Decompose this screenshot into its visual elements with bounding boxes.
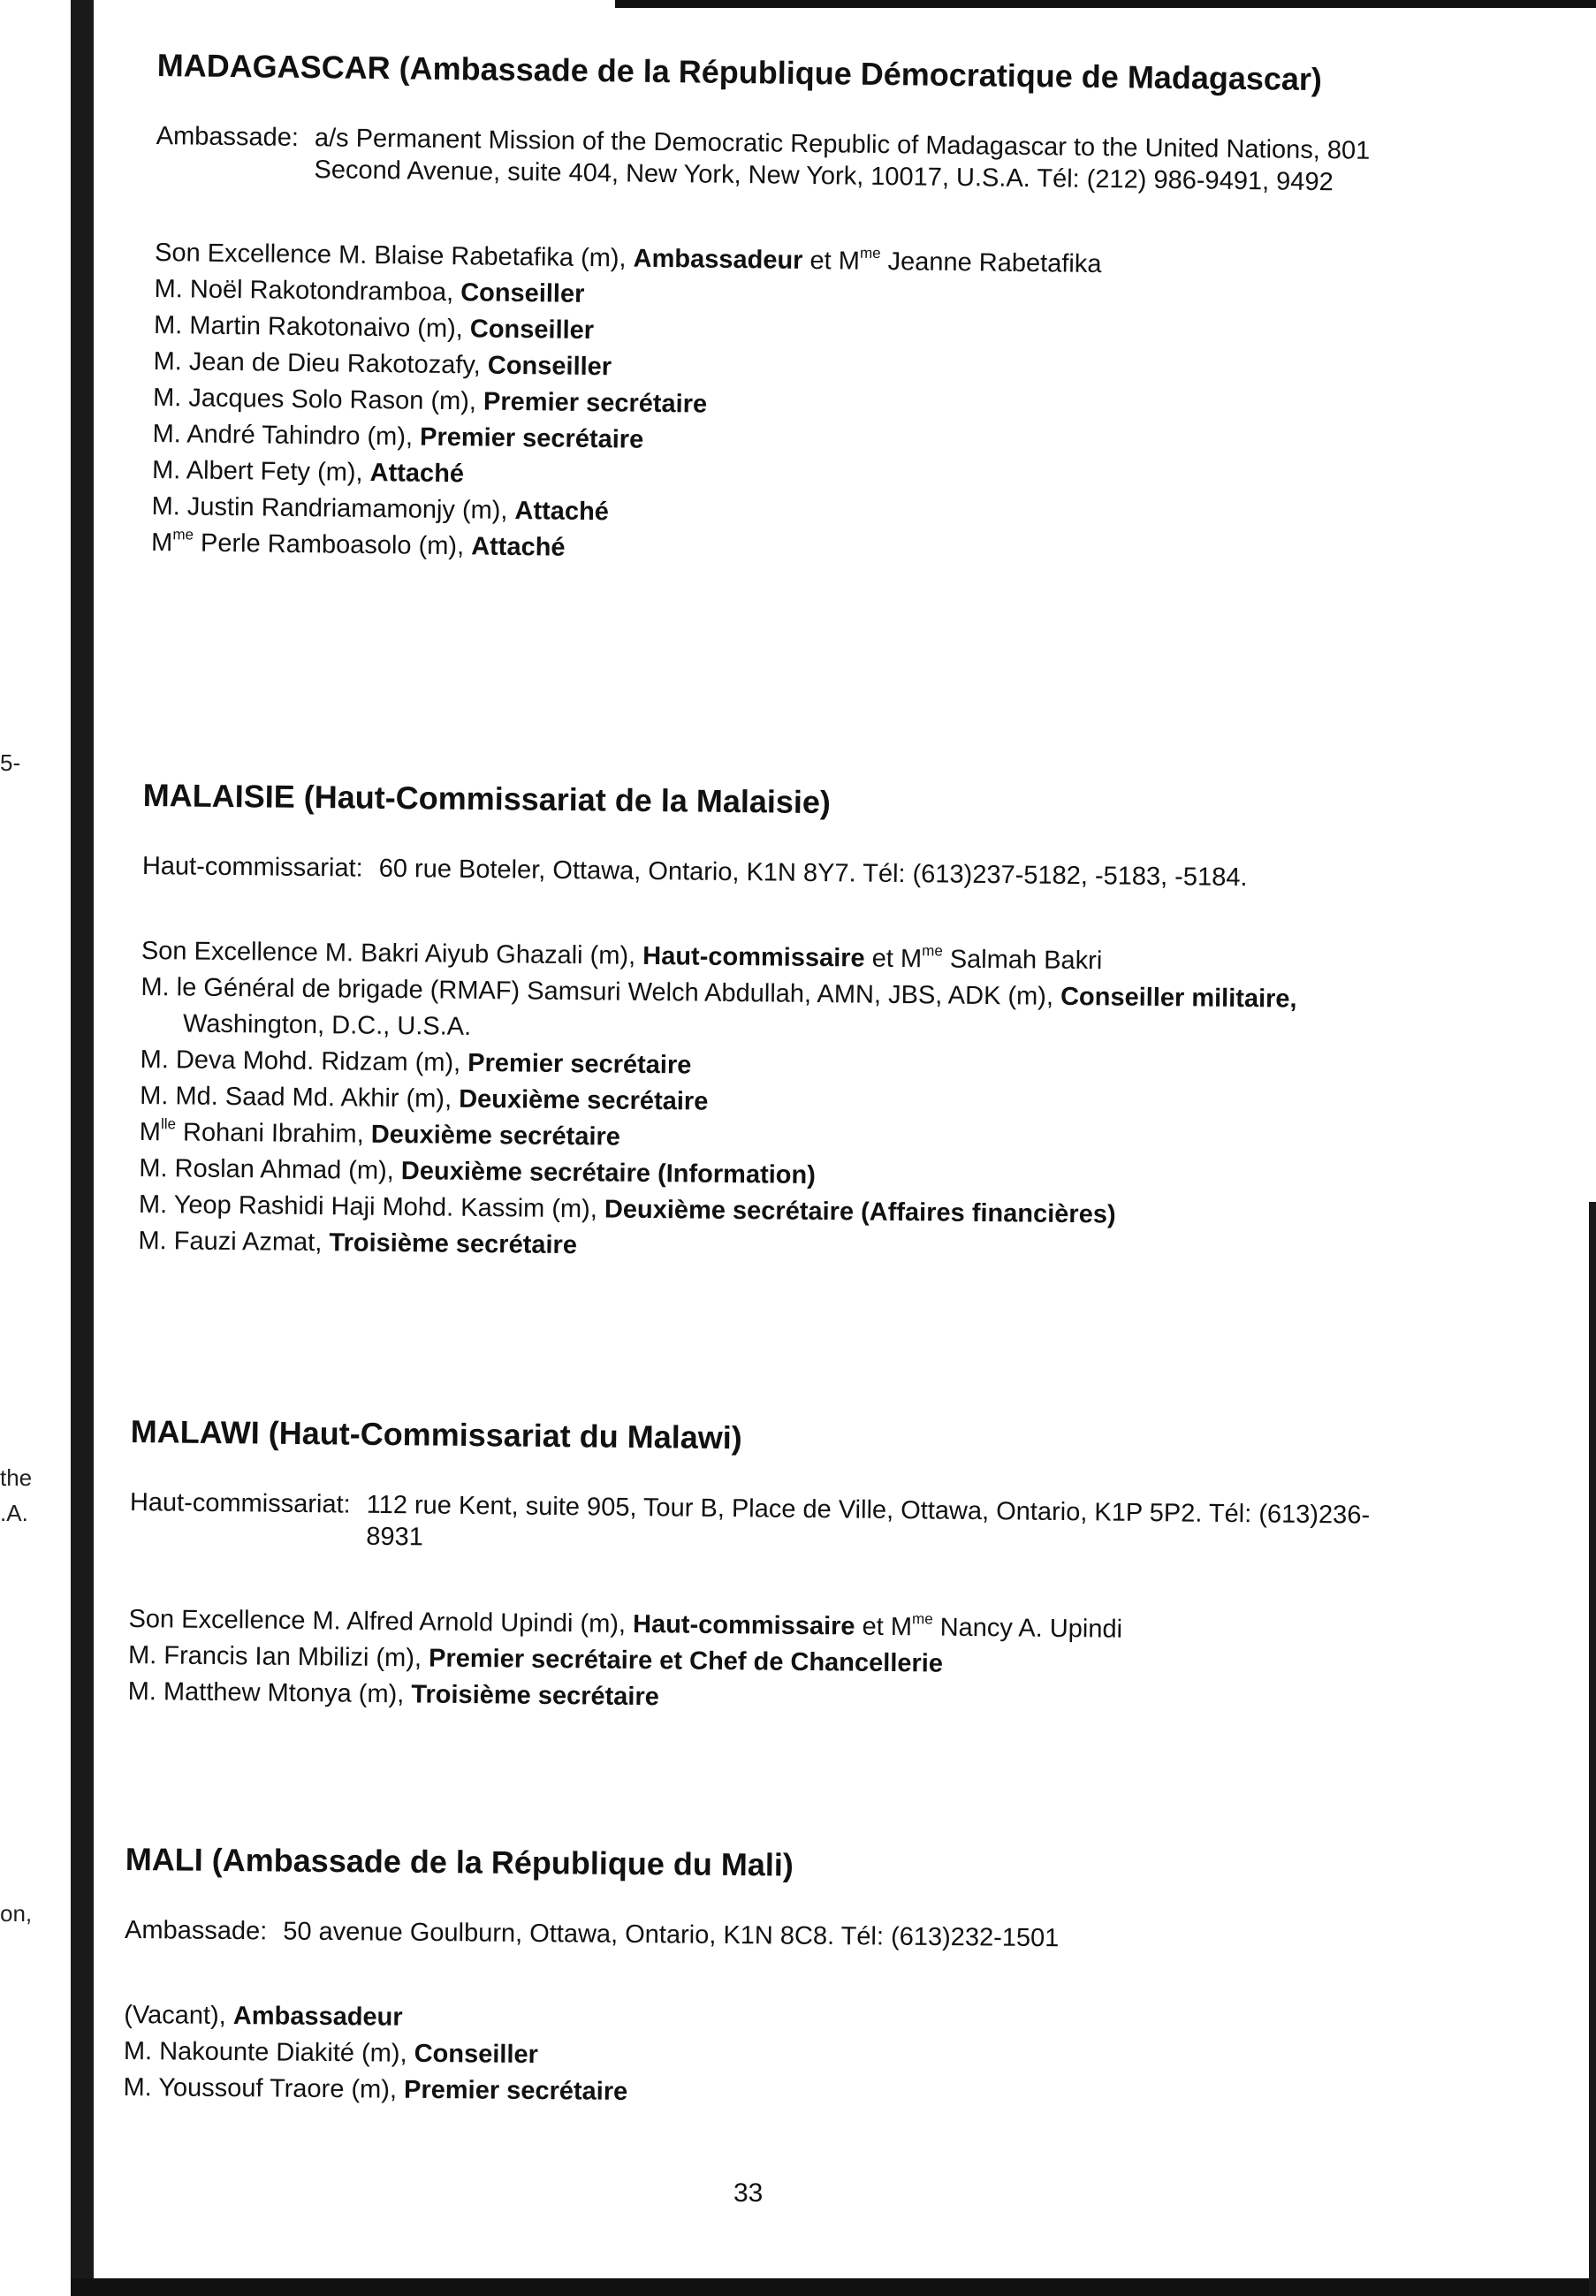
staff-title: Deuxième secrétaire <box>459 1084 709 1116</box>
staff-title: Troisième secrétaire <box>411 1680 660 1712</box>
staff-name: Rohani Ibrahim, <box>175 1118 364 1149</box>
address-text: 50 avenue Goulburn, Ottawa, Ontario, K1N 8C8. Tél: (613)232-1501 <box>283 1917 1060 1953</box>
section-heading: MALAISIE (Haut-Commissariat de la Malaisie) <box>142 776 832 821</box>
section-malawi <box>127 1412 1385 1723</box>
staff-prefix-superscript: me <box>172 526 194 544</box>
staff-prefix-superscript: lle <box>160 1115 177 1133</box>
spouse-prefix: et M <box>855 1612 913 1642</box>
spouse-name: Jeanne Rabetafika <box>880 247 1102 279</box>
staff-name: M. Deva Mohd. Ridzam (m), <box>140 1045 461 1077</box>
staff-title: Haut-commissaire <box>632 1609 855 1641</box>
staff-title: Conseiller <box>469 315 595 346</box>
staff-name: M. Noël Rakotondramboa, <box>154 274 454 308</box>
staff-title: Troisième secrétaire <box>329 1228 578 1260</box>
staff-title: Ambassadeur <box>232 2002 403 2032</box>
staff-name: M. Justin Randriamamonjy (m), <box>151 491 508 525</box>
staff-title: Premier secrétaire <box>483 387 708 419</box>
staff-title: Deuxième secrétaire (Information) <box>400 1157 817 1190</box>
section-mali <box>123 1840 1380 2117</box>
staff-title: Attaché <box>514 496 610 527</box>
address-text: 60 rue Boteler, Ottawa, Ontario, K1N 8Y7. Tél: (613)237-5182, -5183, -5184. <box>378 854 1248 893</box>
staff-title: Ambassadeur <box>633 244 803 275</box>
staff-title: Conseiller <box>460 278 585 308</box>
staff-list <box>138 933 1396 1273</box>
staff-title: Conseiller militaire, <box>1060 982 1297 1014</box>
address-block <box>156 120 1411 199</box>
staff-name: M. Matthew Mtonya (m), <box>127 1676 405 1709</box>
staff-title: Haut-commissaire <box>642 941 865 973</box>
section-heading: MADAGASCAR (Ambassade de la République Démocratique de Madagascar) <box>156 46 1323 98</box>
staff-name: Perle Ramboasolo (m), <box>193 528 465 561</box>
staff-title: Premier secrétaire <box>403 2075 628 2106</box>
spouse-prefix: et M <box>802 246 861 276</box>
staff-title: Deuxième secrétaire <box>370 1120 621 1152</box>
section-madagascar <box>151 46 1412 576</box>
staff-name: M. Jean de Dieu Rakotozafy, <box>153 346 482 380</box>
address-block <box>142 850 1397 895</box>
spouse-prefix-superscript: me <box>922 942 943 960</box>
staff-name: M. Youssouf Traore (m), <box>123 2072 398 2104</box>
staff-name: M. Fauzi Azmat, <box>138 1226 323 1258</box>
staff-name: M. Nakounte Diakité (m), <box>123 2036 407 2068</box>
page-number: 33 <box>733 2178 764 2208</box>
staff-title: Conseiller <box>414 2039 539 2070</box>
spouse-name: Salmah Bakri <box>942 945 1103 976</box>
staff-name: M. Martin Rakotonaivo (m), <box>153 310 464 344</box>
staff-name: M. Francis Ian Mbilizi (m), <box>127 1640 422 1673</box>
staff-name: Son Excellence M. Alfred Arnold Upindi (m), <box>128 1604 627 1638</box>
spouse-name: Nancy A. Upindi <box>932 1613 1123 1644</box>
address-block <box>125 1914 1379 1957</box>
staff-name: M. Roslan Ahmad (m), <box>139 1153 394 1185</box>
address-text: a/s Permanent Mission of the Democratic Republic of Madagascar to the United Nations, 801 Second Avenue, suite 404, New York, New York, 10017, U.S.A. Tél: (212) 986-9491, 9492 <box>314 124 1371 197</box>
section-heading: MALAWI (Haut-Commissariat du Malawi) <box>130 1413 743 1456</box>
address-block <box>129 1486 1385 1563</box>
address-label: Haut-commissariat: <box>141 851 363 883</box>
margin-fragment: 5- <box>0 749 21 776</box>
staff-title: Conseiller <box>487 351 612 382</box>
spouse-prefix: et M <box>864 944 923 974</box>
staff-name: Son Excellence M. Blaise Rabetafika (m), <box>154 238 627 273</box>
section-malaisie <box>138 776 1398 1273</box>
staff-title: Premier secrétaire <box>419 422 644 454</box>
staff-location: Washington, D.C., U.S.A. <box>182 1009 472 1041</box>
address-label: Ambassade: <box>156 121 300 152</box>
staff-name: M. André Tahindro (m), <box>152 419 414 452</box>
margin-fragment: the <box>0 1464 33 1491</box>
staff-name: Son Excellence M. Bakri Aiyub Ghazali (m), <box>141 936 636 970</box>
staff-list <box>123 1997 1379 2117</box>
address-text: 112 rue Kent, suite 905, Tour B, Place de Ville, Ottawa, Ontario, K1P 5P2. Tél: (613)236-8931 <box>366 1490 1371 1552</box>
staff-entry <box>141 969 1396 1055</box>
section-heading: MALI (Ambassade de la République du Mali) <box>125 1841 794 1883</box>
staff-prefix: M <box>139 1117 162 1147</box>
staff-title: Premier secrétaire <box>467 1048 692 1080</box>
staff-name: M. Yeop Rashidi Haji Mohd. Kassim (m), <box>138 1190 598 1224</box>
staff-title: Attaché <box>369 458 465 489</box>
staff-title: Premier secrétaire et Chef de Chancellerie <box>428 1644 944 1678</box>
staff-prefix: M <box>150 528 173 558</box>
staff-name: M. Jacques Solo Rason (m), <box>152 383 477 416</box>
address-label: Haut-commissariat: <box>129 1487 351 1519</box>
margin-fragment: .A. <box>0 1500 28 1526</box>
spouse-prefix-superscript: me <box>912 1610 933 1628</box>
margin-fragment: on, <box>0 1900 33 1927</box>
staff-name: M. Md. Saad Md. Akhir (m), <box>140 1081 452 1114</box>
staff-name: M. Albert Fety (m), <box>151 455 363 487</box>
staff-name: M. le Général de brigade (RMAF) Samsuri Welch Abdullah, AMN, JBS, ADK (m), <box>141 972 1054 1011</box>
staff-list <box>127 1601 1383 1723</box>
address-label: Ambassade: <box>124 1915 268 1946</box>
staff-name: (Vacant), <box>124 2000 226 2030</box>
staff-title: Deuxième secrétaire (Affaires financières) <box>604 1195 1116 1229</box>
staff-title: Attaché <box>470 532 566 562</box>
staff-list <box>151 235 1410 576</box>
spouse-prefix-superscript: me <box>859 244 881 262</box>
